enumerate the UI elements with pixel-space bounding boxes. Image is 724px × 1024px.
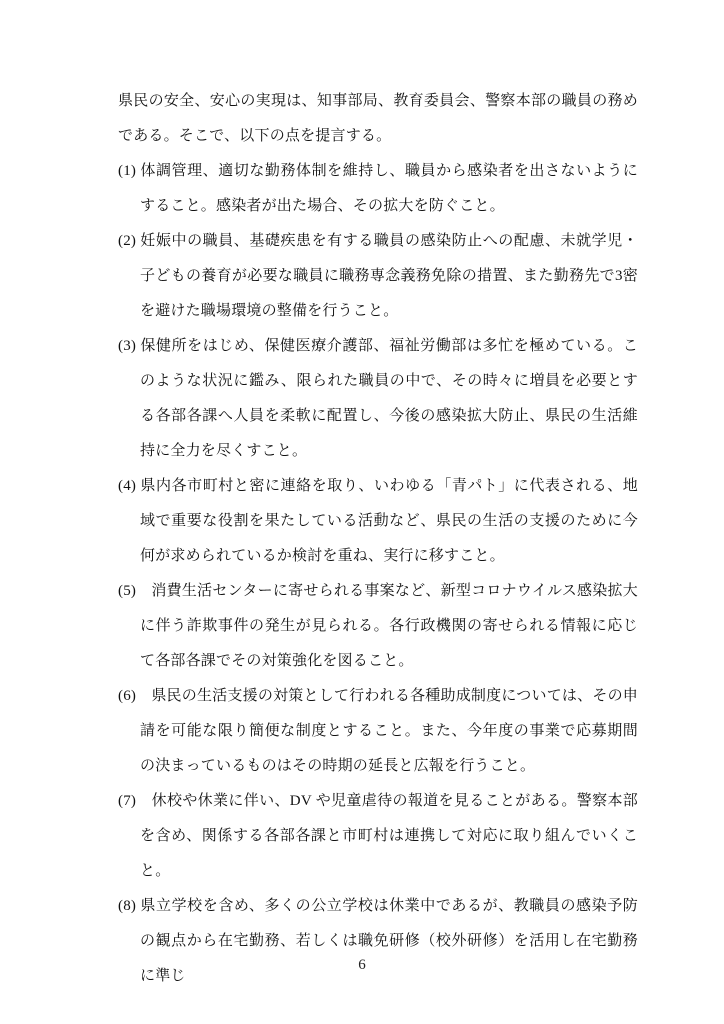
item-text: 保健所をはじめ、保健医療介護部、福祉労働部は多忙を極めている。このような状況に鑑み、限られた職員の中で、その時々に増員を必要とする各部各課へ人員を柔軟に配置し、今後の感染拡大防止、県民の生活維持に全力を尽くすこと。	[136, 338, 638, 459]
item-text: 妊娠中の職員、基礎疾患を有する職員の感染防止への配慮、未就学児・子どもの養育が必要な職員に職務専念義務免除の措置、また勤務先で3密を避けた職場環境の整備を行うこと。	[136, 233, 638, 319]
proposal-item-1	[118, 154, 638, 224]
item-number: (6)	[118, 688, 137, 704]
proposal-item-7	[118, 784, 638, 889]
item-number: (7)	[118, 793, 137, 809]
item-text: 県民の生活支援の対策として行われる各種助成制度については、その申請を可能な限り簡便な制度とすること。また、今年度の事業で応募期間の決まっているものはその時期の延長と広報を行うこと。	[136, 688, 638, 774]
item-number: (3)	[118, 338, 137, 354]
text-block	[118, 84, 638, 994]
proposal-item-6	[118, 679, 638, 784]
intro-paragraph: 県民の安全、安心の実現は、知事部局、教育委員会、警察本部の職員の務めである。そこで、以下の点を提言する。	[118, 93, 638, 144]
proposal-item-5	[118, 574, 638, 679]
item-number: (1)	[118, 163, 137, 179]
proposal-item-2	[118, 224, 638, 329]
page-number: 6	[358, 957, 366, 973]
item-number: (5)	[118, 583, 137, 599]
item-text: 体調管理、適切な勤務体制を維持し、職員から感染者を出さないようにすること。感染者が出た場合、その拡大を防ぐこと。	[136, 163, 638, 214]
proposal-item-4	[118, 469, 638, 574]
proposal-item-3	[118, 329, 638, 469]
item-number: (2)	[118, 233, 137, 249]
item-text: 県内各市町村と密に連絡を取り、いわゆる「青パト」に代表される、地域で重要な役割を果たしている活動など、県民の生活の支援のために今何が求められているか検討を重ね、実行に移すこと。	[136, 478, 638, 564]
item-text: 消費生活センターに寄せられる事案など、新型コロナウイルス感染拡大に伴う詐欺事件の発生が見られる。各行政機関の寄せられる情報に応じて各部各課でその対策強化を図ること。	[136, 583, 638, 669]
item-text: 休校や休業に伴い、DV や児童虐待の報道を見ることがある。警察本部を含め、関係する各部各課と市町村は連携して対応に取り組んでいくこと。	[136, 793, 638, 879]
item-text: 県立学校を含め、多くの公立学校は休業中であるが、教職員の感染予防の観点から在宅勤務、若しくは職免研修（校外研修）を活用し在宅勤務に準じ	[136, 898, 638, 984]
item-number: (8)	[118, 898, 137, 914]
item-number: (4)	[118, 478, 137, 494]
